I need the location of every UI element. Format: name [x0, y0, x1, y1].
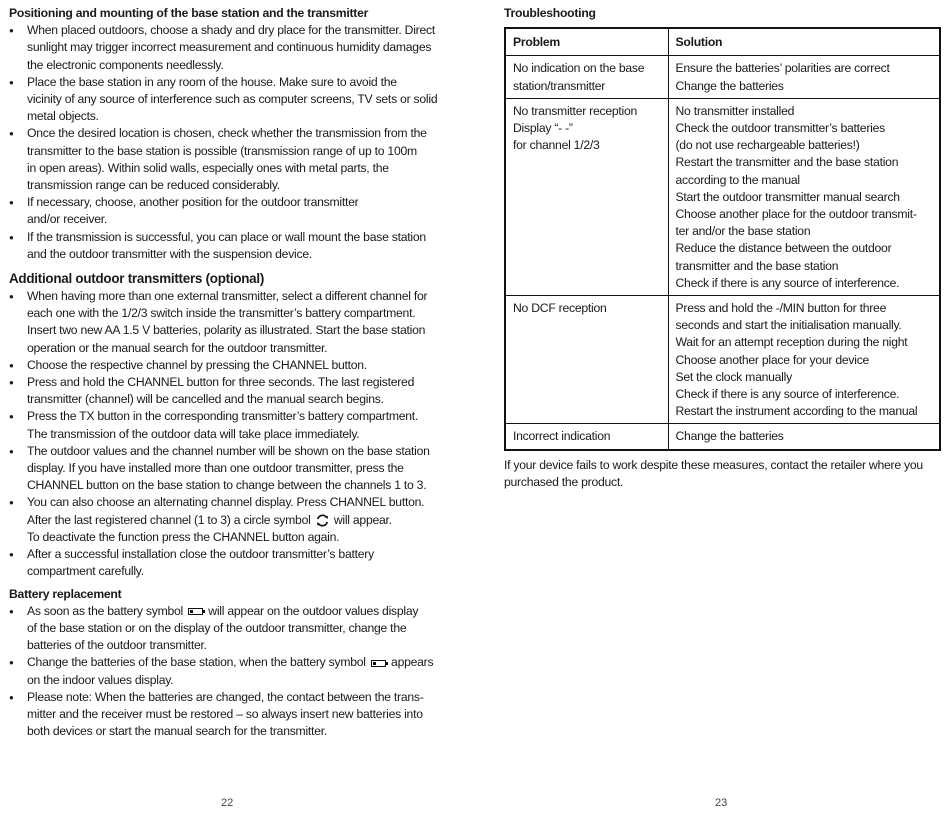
- list-item: ● As soon as the battery symbol will appear on the outdoor values display of the base station or on the display of the outdoor transmitter, change the batteries of the outdoor transmitter.: [9, 603, 449, 655]
- circle-cycle-icon: [315, 513, 330, 528]
- table-row: [505, 424, 940, 450]
- list-item: ● The outdoor values and the channel number will be shown on the base station display. If you have installed more than one outdoor transmitter, press the CHANNEL button on the base station to change between the channels 1 to 3.: [9, 443, 449, 495]
- column-header-problem: Problem: [505, 28, 668, 56]
- list-item: ● Press the TX button in the corresponding transmitter’s battery compartment. The transmission of the outdoor data will take place immediately.: [9, 408, 449, 442]
- list-item: ● Place the base station in any room of the house. Make sure to avoid the vicinity of any source of interference such as computer screens, TV sets or solid metal objects.: [9, 74, 449, 126]
- list-item: ● When placed outdoors, choose a shady and dry place for the transmitter. Direct sunlight may trigger incorrect measurement and continuous humidity damages the electronic components needlessly.: [9, 22, 449, 74]
- solution-cell: No transmitter installed Check the outdoor transmitter’s batteries (do not use rechargeable batteries!) Restart the transmitter and the base station according to the manual Start the outdoor transmitter manual search Choose another place for the outdoor transmit- ter and/or the base station Reduce the distance between the outdoor transmitter and the base station Check if there is any source of interference.: [668, 98, 940, 295]
- page-number-left: 22: [221, 797, 234, 809]
- list-item: ● Please note: When the batteries are changed, the contact between the trans- mitter and the receiver must be restored – so always insert new batteries into both devices or start the manual search for the transmitter.: [9, 689, 449, 741]
- list-item: ● You can also choose an alternating channel display. Press CHANNEL button. After the last registered channel (1 to 3) a circle symbol will appear. To deactivate the function press the CHANNEL button again.: [9, 494, 449, 546]
- left-page: [9, 5, 449, 740]
- list-item: ● When having more than one external transmitter, select a different channel for each one with the 1/2/3 switch inside the transmitter’s battery compartment. Insert two new AA 1.5 V batteries, polarity as illustrated. Start the base station operation or the manual search for the outdoor transmitter.: [9, 288, 449, 357]
- battery-replacement-list: [9, 603, 449, 741]
- troubleshooting-table: [504, 27, 941, 450]
- solution-cell: Ensure the batteries’ polarities are correct Change the batteries: [668, 56, 940, 98]
- column-header-solution: Solution: [668, 28, 940, 56]
- section-title-positioning: Positioning and mounting of the base station and the transmitter: [9, 6, 369, 20]
- positioning-list: [9, 22, 449, 263]
- list-item: ● After a successful installation close the outdoor transmitter’s battery compartment carefully.: [9, 546, 449, 580]
- list-item: ● If the transmission is successful, you can place or wall mount the base station and the outdoor transmitter with the suspension device.: [9, 229, 449, 263]
- problem-cell: No DCF reception: [505, 296, 668, 424]
- section-title-additional-transmitters: Additional outdoor transmitters (optional): [9, 271, 265, 287]
- section-title-battery-replacement: Battery replacement: [9, 586, 122, 601]
- list-item: ● Choose the respective channel by pressing the CHANNEL button.: [9, 357, 449, 374]
- solution-cell: Press and hold the -/MIN button for three seconds and start the initialisation manually. Wait for an attempt reception during the night Choose another place for your device Set the clock manually Check if there is any source of interference. Restart the instrument according to the manual: [668, 296, 940, 424]
- list-item: ● Change the batteries of the base station, when the battery symbol appears on the indoor values display.: [9, 654, 449, 688]
- table-row: [505, 98, 940, 295]
- page-number-right: 23: [715, 797, 728, 809]
- problem-cell: Incorrect indication: [505, 424, 668, 450]
- additional-transmitters-list: [9, 288, 449, 580]
- list-item: ● Press and hold the CHANNEL button for three seconds. The last registered transmitter (channel) will be cancelled and the manual search begins.: [9, 374, 449, 408]
- list-item: ● Once the desired location is chosen, check whether the transmission from the transmitter to the base station is possible (transmission range of up to 100m in open areas). Within solid walls, especially ones with metal parts, the transmission range can be reduced considerably.: [9, 125, 449, 194]
- table-row: [505, 56, 940, 98]
- table-header-row: [505, 28, 940, 56]
- retailer-note: If your device fails to work despite these measures, contact the retailer where you purchased the product.: [504, 457, 923, 489]
- right-page: [504, 5, 940, 491]
- battery-icon: [188, 608, 203, 615]
- battery-icon: [371, 660, 386, 667]
- problem-cell: No indication on the base station/transmitter: [505, 56, 668, 98]
- solution-cell: Change the batteries: [668, 424, 940, 450]
- list-item: ● If necessary, choose, another position for the outdoor transmitter and/or receiver.: [9, 194, 449, 228]
- problem-cell: No transmitter reception Display “- -” for channel 1/2/3: [505, 98, 668, 295]
- table-row: [505, 296, 940, 424]
- section-title-troubleshooting: Troubleshooting: [504, 6, 596, 20]
